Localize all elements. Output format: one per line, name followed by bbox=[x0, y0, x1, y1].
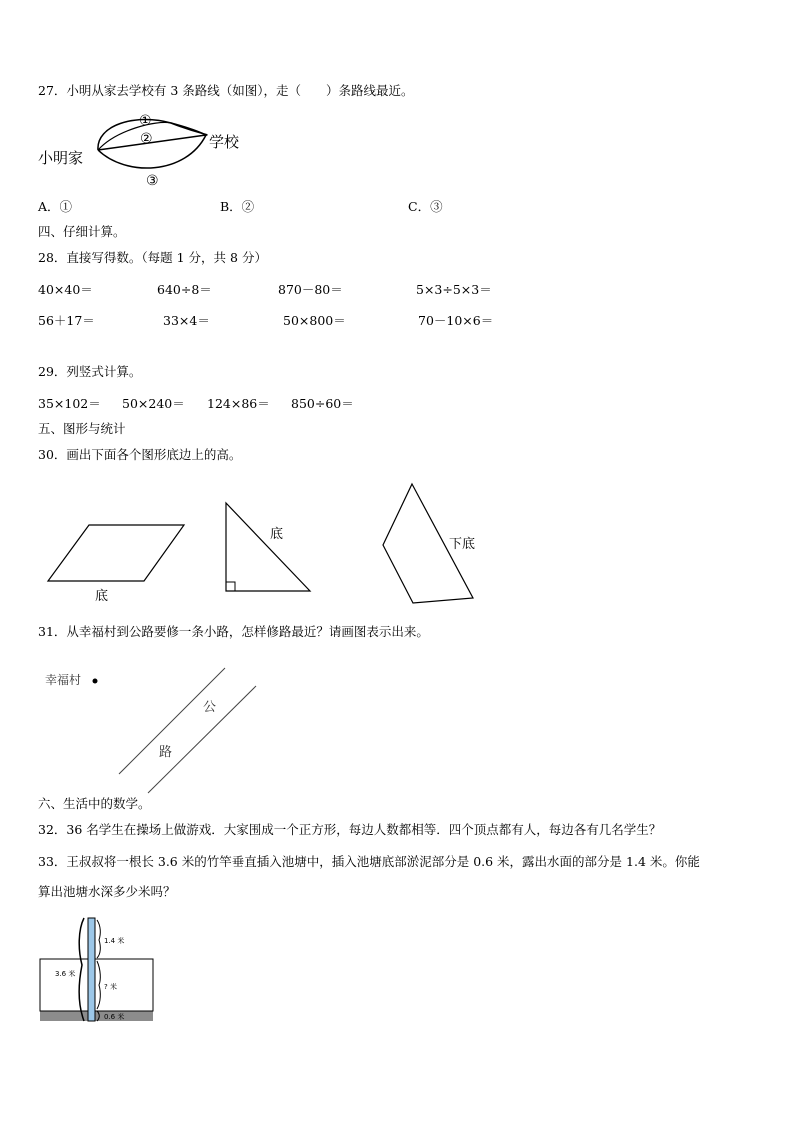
q27-option-c[interactable]: C．③ bbox=[408, 199, 443, 214]
village-label: 幸福村 bbox=[45, 673, 82, 687]
q28-item: 870－80＝ bbox=[278, 282, 343, 297]
section-6-title: 六、生活中的数学。 bbox=[38, 796, 151, 811]
triangle-base-label: 底 bbox=[270, 527, 284, 542]
q33-stem-line2: 算出池塘水深多少米吗？ bbox=[38, 884, 176, 899]
bamboo-pole bbox=[88, 918, 95, 1021]
mud-layer bbox=[40, 1011, 153, 1021]
q33-stem-line1: 33．王叔叔将一根长 3.6 米的竹竿垂直插入池塘中，插入池塘底部淤泥部分是 0.6 米，露出水面的部分是 1.4 米。你能 bbox=[38, 854, 700, 869]
school-label: 学校 bbox=[209, 133, 240, 151]
section-4-title: 四、仔细计算。 bbox=[38, 224, 126, 239]
route2-label: ② bbox=[140, 131, 153, 147]
middle-brace bbox=[97, 961, 100, 1009]
total-brace bbox=[79, 918, 84, 1021]
q28-item: 56＋17＝ bbox=[38, 313, 95, 328]
q29-item: 850÷60＝ bbox=[291, 396, 354, 411]
q28-item: 70－10×6＝ bbox=[418, 313, 494, 328]
trapezoid-base-label: 下底 bbox=[449, 537, 476, 552]
q27-option-b[interactable]: B．② bbox=[220, 199, 255, 214]
above-water-label: 1.4 米 bbox=[104, 937, 125, 945]
q28-item: 40×40＝ bbox=[38, 282, 93, 297]
q27-option-a[interactable]: A．① bbox=[38, 199, 73, 214]
water-depth-label: ? 米 bbox=[104, 983, 117, 991]
top-brace bbox=[97, 920, 100, 958]
q29-item: 124×86＝ bbox=[207, 396, 270, 411]
mud-depth-label: 0.6 米 bbox=[104, 1013, 125, 1021]
water-box bbox=[40, 959, 153, 1011]
q29-stem: 29．列竖式计算。 bbox=[38, 364, 142, 379]
total-length-label: 3.6 米 bbox=[55, 970, 76, 978]
section-5-title: 五、图形与统计 bbox=[38, 421, 126, 436]
q28-item: 640÷8＝ bbox=[157, 282, 212, 297]
road-label-1: 公 bbox=[203, 700, 217, 715]
q30-stem: 30．画出下面各个图形底边上的高。 bbox=[38, 447, 242, 462]
route1-label: ① bbox=[139, 113, 152, 129]
q28-item: 50×800＝ bbox=[283, 313, 346, 328]
q28-item: 5×3÷5×3＝ bbox=[416, 282, 492, 297]
q27-stem: 27．小明从家去学校有 3 条路线（如图），走（ ）条路线最近。 bbox=[38, 83, 414, 98]
road-label-2: 路 bbox=[159, 745, 173, 760]
home-label: 小明家 bbox=[38, 149, 84, 167]
q29-item: 50×240＝ bbox=[122, 396, 185, 411]
route3-label: ③ bbox=[146, 173, 159, 189]
parallelogram-base-label: 底 bbox=[95, 589, 109, 604]
q31-stem: 31．从幸福村到公路要修一条小路，怎样修路最近？请画图表示出来。 bbox=[38, 624, 429, 639]
q28-stem: 28．直接写得数。（每题 1 分，共 8 分） bbox=[38, 250, 267, 265]
q32-stem: 32．36 名学生在操场上做游戏．大家围成一个正方形，每边人数都相等．四个顶点都有人，每边各有几名学生？ bbox=[38, 822, 662, 837]
q29-item: 35×102＝ bbox=[38, 396, 101, 411]
q28-item: 33×4＝ bbox=[163, 313, 210, 328]
